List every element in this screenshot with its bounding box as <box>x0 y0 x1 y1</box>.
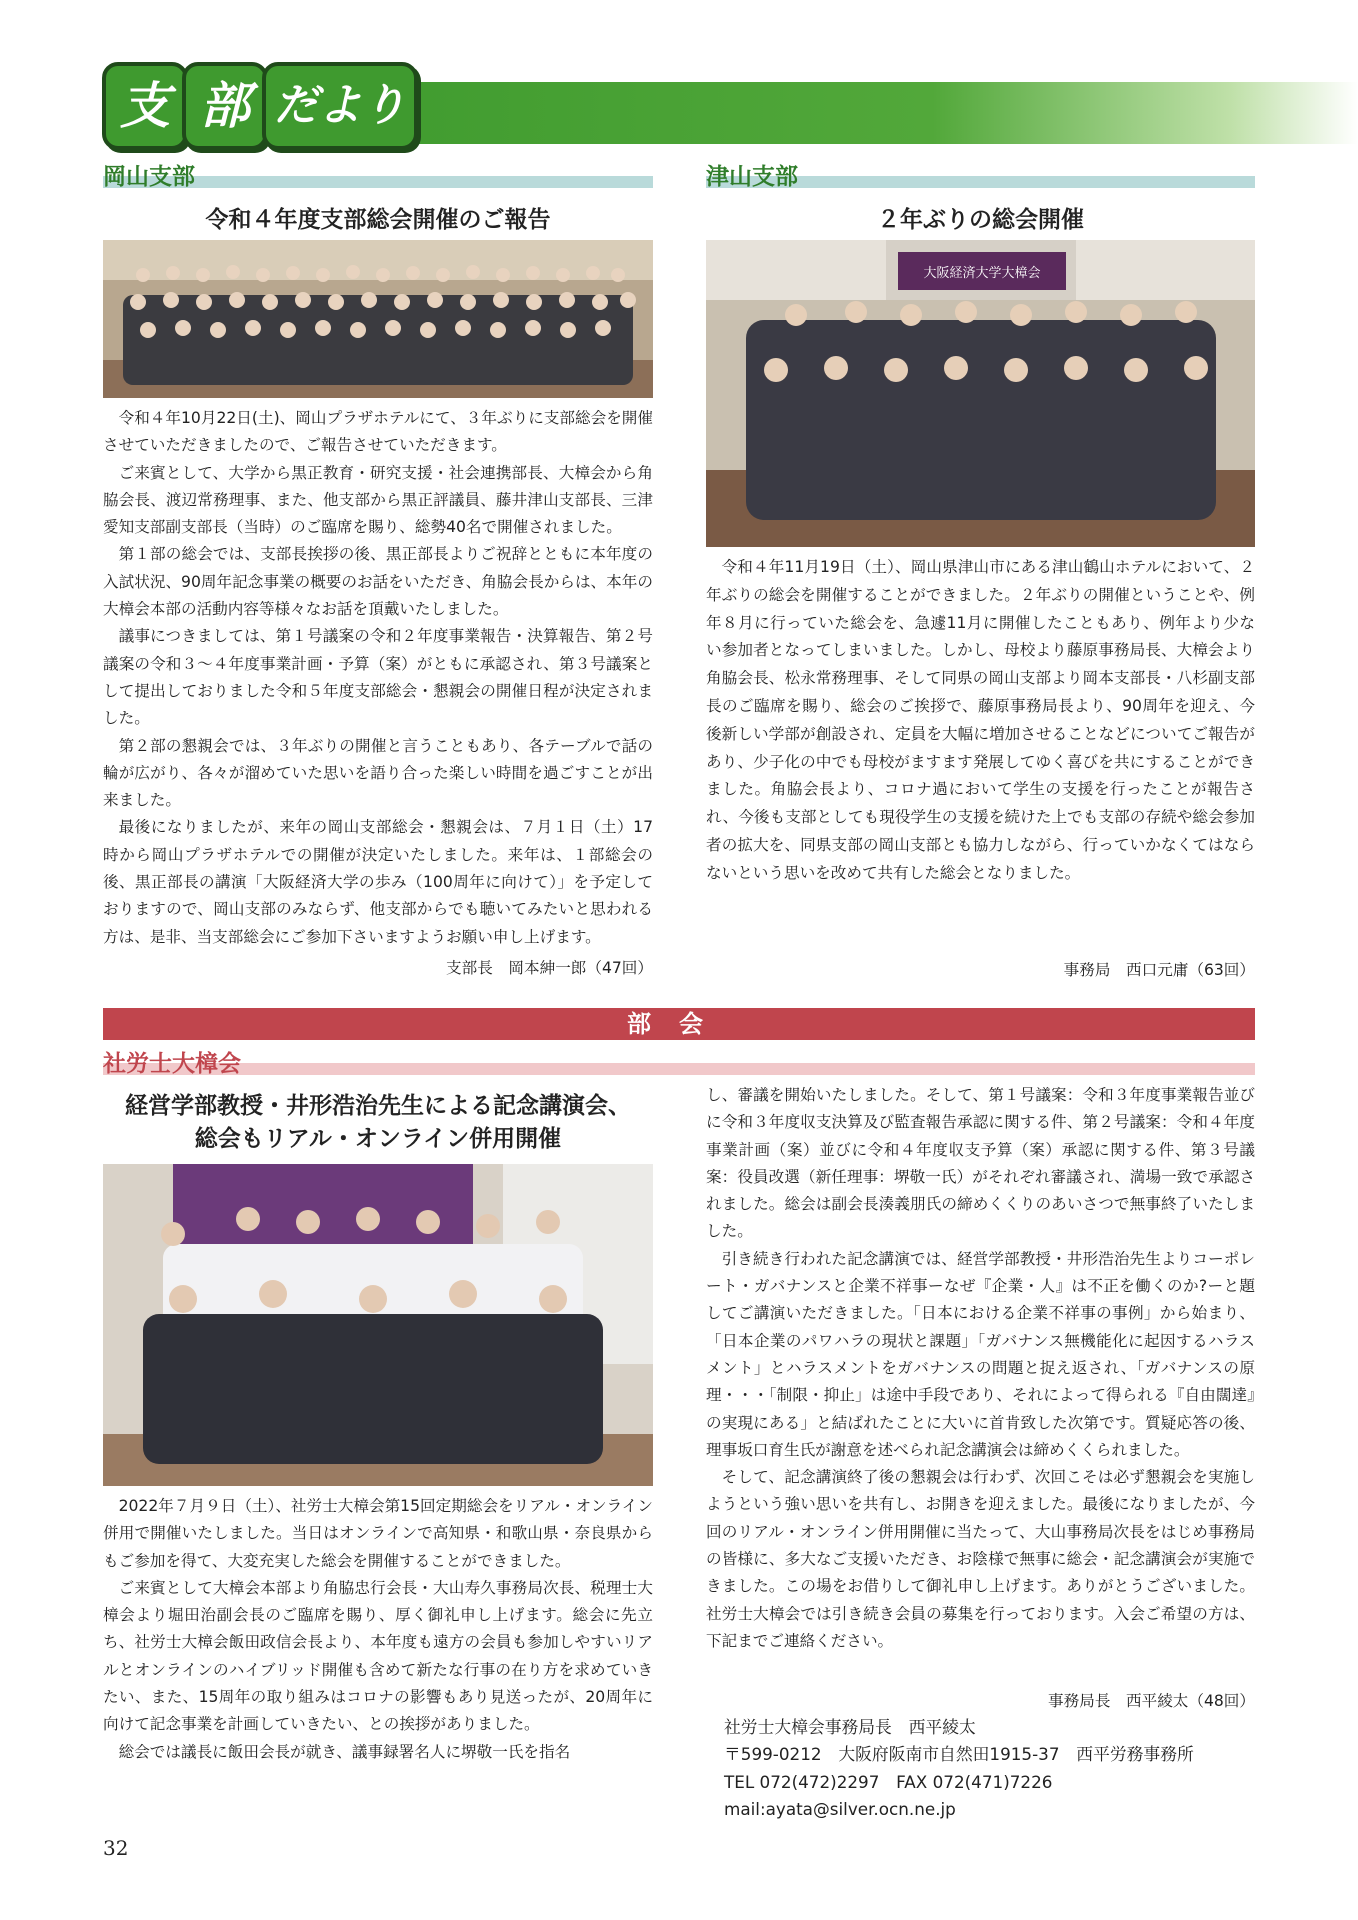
tsuyama-article-body <box>706 554 1255 888</box>
okayama-paragraph: 第２部の懇親会では、３年ぶりの開催と言うこともあり、各テーブルで話の輪が広がり、各々が溜めていた思いを語り合った楽しい時間を過ごすことが出来ました。 <box>103 736 653 810</box>
tsuyama-paragraph: 令和４年11月19日（土）、岡山県津山市にある津山鶴山ホテルにおいて、２年ぶりの総会を開催することができました。２年ぶりの開催ということや、例年８月に行っていた総会を、急遽11月に開催したこともあり、例年より少ない参加者となってしまいました。しかし、母校より藤原事務局長、大樟会より角脇会長、松永常務理事、そして同県の岡山支部より岡本支部長・八杉副支部長のご臨席を賜り、総会のご挨拶で、藤原事務局長より、90周年を迎え、今後新しい学部が創設され、定員を大幅に増加させることなどについてご報告があり、少子化の中でも母校がますます発展してゆく喜びを共にすることができました。角脇会長より、コロナ過において学生の支援を行ったことが報告され、今後も支部としても現役学生の支援を続けた上でも支部の存続や総会参加者の拡大を、同県支部の岡山支部とも協力しながら、行っていかなくてはならないという思いを改めて共有した総会となりました。 <box>706 558 1255 882</box>
okayama-paragraph: 令和４年10月22日(土)、岡山プラザホテルにて、３年ぶりに支部総会を開催させていただきましたので、ご報告させていただきます。 <box>103 409 653 455</box>
sharoushi-paragraph: 引き続き行われた記念講演では、経営学部教授・井形浩治先生よりコーポレート・ガバナンスと企業不祥事ーなぜ『企業・人』は不正を働くのか?ーと題してご講演いただきました。「日本における企業不祥事の事例」から始まり、「日本企業のパワハラの現状と課題」「ガバナンス無機能化に起因するハラスメント」とハラスメントをガバナンスの問題と捉え返され、「ガバナンスの原理・・・「制限・抑止」は途中手段であり、それによって得られる『自由闊達』の実現にある」と結ばれたことに大いに首肯致した次第です。質疑応答の後、理事坂口育生氏が謝意を述べられ記念講演会は締めくくられました。 <box>706 1249 1255 1459</box>
sharoushi-paragraph: し、審議を開始いたしました。そして、第１号議案：令和３年度事業報告並びに令和３年度収支決算及び監査報告承認に関する件、第２号議案：令和４年度事業計画（案）並びに令和４年度収支予算（案）承認に関する件、第３号議案：役員改選（新任理事：堺敬一氏）がそれぞれ審議され、満場一致で承認されました。総会は副会長湊義朋氏の締めくくりのあいさつで無事終了いたしました。 <box>706 1086 1255 1241</box>
tsuyama-signature: 事務局 西口元庸（63回） <box>1063 961 1255 979</box>
header-dayori: だより <box>262 62 418 150</box>
sharoushi-paragraph: ご来賓として大樟会本部より角脇忠行会長・大山寿久事務局次長、税理士大樟会より堀田治副会長のご臨席を賜り、厚く御礼申し上げます。総会に先立ち、社労士大樟会飯田政信会長より、本年度も遠方の会員も参加しやすいリアルとオンラインのハイブリッド開催も含めて新たな行事の在り方を求めていきたい、また、15周年の取り組みはコロナの影響もあり見送ったが、20周年に向けて記念事業を計画していきたい、との挨拶がありました。 <box>103 1578 653 1734</box>
okayama-group-photo <box>103 240 653 398</box>
sharoushi-left-body <box>103 1493 653 1766</box>
okayama-paragraph: 議事につきましては、第１号議案の令和２年度事業報告・決算報告、第２号議案の令和３～４年度事業計画・予算（案）がともに承認され、第３号議案として提出しておりました令和５年度支部総会・懇親会の開催日程が決定されました。 <box>103 627 653 728</box>
sharoushi-title-line2: 総会もリアル・オンライン併用開催 <box>194 1126 562 1152</box>
tsuyama-group-photo <box>706 240 1255 547</box>
header-char-shi: 支 <box>102 62 188 150</box>
tsuyama-section-label: 津山支部 <box>706 164 798 190</box>
header-banner <box>295 82 1358 144</box>
sharoushi-section-label: 社労士大樟会 <box>103 1051 241 1077</box>
okayama-section-label: 岡山支部 <box>103 164 195 190</box>
contact-phone-fax: TEL 072(472)2297 FAX 072(471)7226 <box>724 1771 1053 1792</box>
okayama-paragraph: 第１部の総会では、支部長挨拶の後、黒正部長よりご祝辞とともに本年度の入試状況、90周年記念事業の概要のお話をいただき、角脇会長からは、本年の大樟会本部の活動内容等様々なお話を頂戴いたしました。 <box>103 545 653 619</box>
sharoushi-paragraph: 2022年７月９日（土）、社労士大樟会第15回定期総会をリアル・オンライン併用で開催いたしました。当日はオンラインで高知県・和歌山県・奈良県からもご参加を得て、大変充実した総会を開催することができました。 <box>103 1497 653 1570</box>
page-number: 32 <box>103 1836 129 1860</box>
okayama-article-body <box>103 405 653 951</box>
contact-address: 〒599-0212 大阪府阪南市自然田1915-37 西平労務事務所 <box>724 1744 1194 1765</box>
sharoushi-paragraph: そして、記念講演終了後の懇親会は行わず、次回こそは必ず懇親会を実施しようという強い思いを共有し、お開きを迎えました。最後になりましたが、今回のリアル・オンライン併用開催に当たって、大山事務局次長をはじめ事務局の皆様に、多大なご支援いただき、お陰様で無事に総会・記念講演会が実施できました。この場をお借りして御礼申し上げます。ありがとうございました。社労士大樟会では引き続き会員の募集を行っております。入会ご希望の方は、下記までご連絡ください。 <box>706 1468 1255 1650</box>
sharoushi-contact-block <box>724 1714 1254 1824</box>
contact-email[interactable]: mail:ayata@silver.ocn.ne.jp <box>724 1799 956 1820</box>
contact-name: 社労士大樟会事務局長 西平綾太 <box>724 1717 976 1737</box>
sharoushi-title-line1: 経営学部教授・井形浩治先生による記念講演会、 <box>125 1093 631 1119</box>
bukai-band: 部会 <box>103 1008 1255 1040</box>
sharoushi-right-body <box>706 1082 1255 1655</box>
sharoushi-paragraph: 総会では議長に飯田会長が就き、議事録署名人に堺敬一氏を指名 <box>118 1742 571 1761</box>
okayama-paragraph: 最後になりましたが、来年の岡山支部総会・懇親会は、７月１日（土）17時から岡山プラザホテルでの開催が決定いたしました。来年は、１部総会の後、黒正部長の講演「大阪経済大学の歩み（100周年に向けて）」を予定しておりますので、岡山支部のみならず、他支部からでも聴いてみたいと思われる方は、是非、当支部総会にご参加下さいますようお願い申し上げます。 <box>103 818 653 946</box>
okayama-signature: 支部長 岡本紳一郎（47回） <box>446 959 653 977</box>
okayama-title: 令和４年度支部総会開催のご報告 <box>205 207 551 233</box>
tsuyama-photo-banner: 大阪経済大学大樟会 <box>923 266 1041 281</box>
sharoushi-signature: 事務局長 西平綾太（48回） <box>1048 1692 1255 1710</box>
okayama-paragraph: ご来賓として、大学から黒正教育・研究支援・社会連携部長、大樟会から角脇会長、渡辺常務理事、また、他支部から黒正評議員、藤井津山支部長、三津愛知支部副支部長（当時）のご臨席を賜り、総勢40名で開催されました。 <box>103 463 653 537</box>
header-char-bu: 部 <box>182 62 268 150</box>
sharoushi-group-photo <box>103 1164 653 1486</box>
tsuyama-title: ２年ぶりの総会開催 <box>877 207 1084 233</box>
